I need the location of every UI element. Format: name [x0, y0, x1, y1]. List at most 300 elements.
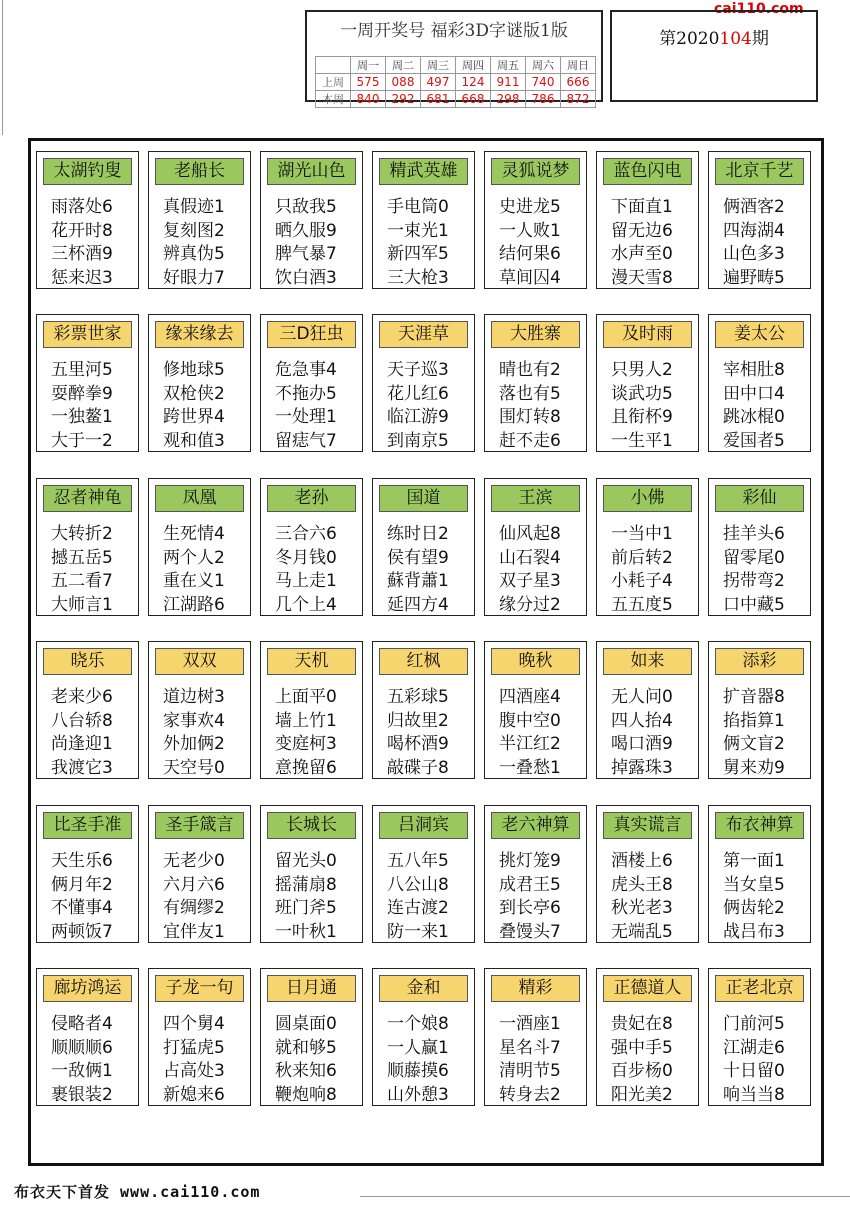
riddle-line: 爱国者5: [723, 430, 785, 451]
card-lines: [275, 686, 337, 780]
riddle-line: 俩月年2: [51, 874, 113, 895]
riddle-line: 留痣气7: [275, 430, 337, 451]
card-title: 灵狐说梦: [491, 158, 580, 185]
riddle-line: 五二看7: [51, 571, 113, 591]
day-header: 周六: [526, 57, 561, 74]
riddle-line: 一生平1: [611, 430, 673, 451]
riddle-line: 秋光老3: [611, 898, 673, 918]
riddle-card: [36, 968, 139, 1106]
riddle-line: 转身去2: [499, 1084, 561, 1105]
riddle-line: 六月六6: [163, 874, 225, 895]
card-lines: [611, 359, 673, 453]
riddle-line: 掉露珠3: [611, 757, 673, 778]
riddle-line: 留无边6: [611, 220, 673, 241]
riddle-line: 阳光美2: [611, 1084, 673, 1105]
riddle-line: 星名斗7: [499, 1037, 561, 1058]
riddle-card: [484, 805, 587, 943]
card-title: 老六神算: [491, 812, 580, 839]
riddle-line: 扩音器8: [723, 687, 785, 707]
riddle-line: 侵略者4: [51, 1014, 113, 1034]
riddle-card: [148, 968, 251, 1106]
card-lines: [163, 196, 225, 290]
card-lines: [163, 1013, 225, 1107]
card-title: 天涯草: [379, 321, 468, 348]
card-title: 长城长: [267, 812, 356, 839]
riddle-line: 留光头0: [275, 851, 337, 871]
riddle-line: 一处理1: [275, 407, 337, 427]
riddle-line: 喝口酒9: [611, 734, 673, 754]
page-title: 一周开奖号 福彩3D字谜版1版: [340, 21, 568, 41]
issue-suffix: 期: [751, 29, 769, 49]
riddle-line: 临江游9: [387, 407, 449, 427]
day-header: 周三: [421, 57, 456, 74]
riddle-card: [708, 968, 811, 1106]
card-title: 圣手箴言: [155, 812, 244, 839]
card-lines: [611, 1013, 673, 1107]
card-title: 天机: [267, 648, 356, 675]
riddle-line: 一当中1: [611, 524, 673, 544]
riddle-line: 俩文盲2: [723, 734, 785, 754]
draw-number: 681: [421, 91, 456, 108]
riddle-card: [596, 641, 699, 779]
riddle-line: 外加俩2: [163, 734, 225, 754]
card-lines: [275, 196, 337, 290]
card-lines: [723, 850, 785, 944]
riddle-line: 四海湖4: [723, 220, 785, 241]
card-title: 金和: [379, 975, 468, 1002]
card-lines: [51, 196, 113, 290]
riddle-line: 宜伴友1: [163, 921, 225, 942]
riddle-card: [596, 805, 699, 943]
riddle-line: 五里河5: [51, 360, 113, 380]
left-border-line: [2, 0, 3, 135]
riddle-line: 叠馒头7: [499, 921, 561, 942]
riddle-line: 双子星3: [499, 571, 561, 591]
riddle-card: [260, 968, 363, 1106]
riddle-line: 一束光1: [387, 220, 449, 241]
riddle-line: 三大枪3: [387, 267, 449, 288]
card-title: 太湖钓叟: [43, 158, 132, 185]
card-lines: [611, 196, 673, 290]
riddle-line: 就和够5: [275, 1037, 337, 1058]
riddle-card: [372, 805, 475, 943]
card-title: 正老北京: [715, 975, 804, 1002]
riddle-line: 不懂事4: [51, 898, 113, 918]
card-title: 布衣神算: [715, 812, 804, 839]
riddle-line: 前后转2: [611, 547, 673, 568]
riddle-line: 挂羊头6: [723, 524, 785, 544]
riddle-card: [372, 314, 475, 452]
riddle-line: 掐指算1: [723, 710, 785, 731]
card-lines: [51, 1013, 113, 1107]
riddle-line: 赶不走6: [499, 430, 561, 451]
riddle-line: 三杯酒9: [51, 244, 113, 264]
riddle-line: 舅来劝9: [723, 757, 785, 778]
riddle-line: 冬月钱0: [275, 547, 337, 568]
riddle-card: [484, 314, 587, 452]
riddle-line: 门前河5: [723, 1014, 785, 1034]
riddle-line: 响当当8: [723, 1084, 785, 1105]
draw-number: 124: [456, 74, 491, 91]
riddle-line: 水声至0: [611, 244, 673, 264]
card-lines: [163, 850, 225, 944]
card-title: 北京千艺: [715, 158, 804, 185]
issue-prefix: 第2020: [659, 29, 720, 49]
riddle-line: 侯有望9: [387, 547, 449, 568]
card-title: 晓乐: [43, 648, 132, 675]
issue-number-highlight: 104: [719, 29, 752, 49]
card-lines: [275, 1013, 337, 1107]
draw-number: 786: [526, 91, 561, 108]
riddle-line: 一叠愁1: [499, 757, 561, 778]
card-lines: [499, 1013, 561, 1107]
row-label: 本周: [316, 91, 351, 108]
riddle-line: 挑灯笼9: [499, 851, 561, 871]
riddle-line: 复刻图2: [163, 220, 225, 241]
riddle-card: [260, 805, 363, 943]
riddle-line: 俩酒客2: [723, 197, 785, 217]
riddle-line: 饮白酒3: [275, 267, 337, 288]
riddle-line: 意挽留6: [275, 757, 337, 778]
riddle-line: 生死情4: [163, 524, 225, 544]
riddle-line: 贵妃在8: [611, 1014, 673, 1034]
riddle-card: [260, 151, 363, 289]
riddle-line: 五彩球5: [387, 687, 449, 707]
riddle-line: 雨落处6: [51, 197, 113, 217]
riddle-line: 撼五岳5: [51, 547, 113, 568]
card-lines: [499, 686, 561, 780]
draw-number: 668: [456, 91, 491, 108]
riddle-line: 只男人2: [611, 360, 673, 380]
riddle-line: 五五度5: [611, 594, 673, 615]
footer-text: 布衣天下首发 www.cai110.com: [14, 1183, 261, 1201]
riddle-line: 八台轿8: [51, 710, 113, 731]
riddle-line: 大师言1: [51, 594, 113, 615]
riddle-line: 四个舅4: [163, 1014, 225, 1034]
riddle-line: 秋来知6: [275, 1061, 337, 1081]
card-title: 子龙一句: [155, 975, 244, 1002]
draw-number: 088: [386, 74, 421, 91]
card-title: 姜太公: [715, 321, 804, 348]
card-lines: [611, 686, 673, 780]
riddle-card: [708, 151, 811, 289]
riddle-line: 花开时8: [51, 220, 113, 241]
card-lines: [611, 850, 673, 944]
row-label: 上周: [316, 74, 351, 91]
riddle-card: [372, 151, 475, 289]
riddle-line: 山色多3: [723, 244, 785, 264]
riddle-line: 四酒座4: [499, 687, 561, 707]
riddle-card: [148, 478, 251, 616]
draw-results-box: [305, 10, 603, 106]
card-title: 精彩: [491, 975, 580, 1002]
card-title: 添彩: [715, 648, 804, 675]
riddle-line: 一人赢1: [387, 1037, 449, 1058]
riddle-line: 清明节5: [499, 1061, 561, 1081]
draw-number: 911: [491, 74, 526, 91]
riddle-line: 结何果6: [499, 244, 561, 264]
riddle-line: 鞭炮响8: [275, 1084, 337, 1105]
riddle-line: 田中口4: [723, 383, 785, 404]
riddle-line: 占高处3: [163, 1061, 225, 1081]
riddle-card: [372, 968, 475, 1106]
riddle-line: 墙上竹1: [275, 710, 337, 731]
footer-line: [360, 1196, 850, 1197]
riddle-line: 喝杯酒9: [387, 734, 449, 754]
card-title: 忍者神龟: [43, 485, 132, 512]
riddle-line: 一酒座1: [499, 1014, 561, 1034]
riddle-card: [708, 478, 811, 616]
riddle-line: 虎头王8: [611, 874, 673, 895]
riddle-line: 百步杨0: [611, 1061, 673, 1081]
card-lines: [387, 850, 449, 944]
card-title: 缘来缘去: [155, 321, 244, 348]
card-title: 王滨: [491, 485, 580, 512]
riddle-line: 只敌我5: [275, 197, 337, 217]
riddle-line: 顺藤摸6: [387, 1061, 449, 1081]
riddle-line: 修地球5: [163, 360, 225, 380]
riddle-line: 十日留0: [723, 1061, 785, 1081]
card-title: 真实谎言: [603, 812, 692, 839]
card-title: 国道: [379, 485, 468, 512]
riddle-line: 落也有5: [499, 383, 561, 404]
riddle-line: 顺顺顺6: [51, 1037, 113, 1058]
riddle-line: 俩齿轮2: [723, 898, 785, 918]
card-lines: [387, 686, 449, 780]
card-lines: [275, 523, 337, 617]
corner-cell: [316, 57, 351, 74]
riddle-card: [148, 314, 251, 452]
riddle-line: 江湖走6: [723, 1037, 785, 1058]
card-title: 三D狂虫: [267, 321, 356, 348]
card-title: 彩票世家: [43, 321, 132, 348]
card-lines: [51, 850, 113, 944]
riddle-line: 防一来1: [387, 921, 449, 942]
card-title: 小佛: [603, 485, 692, 512]
riddle-line: 两个人2: [163, 547, 225, 568]
riddle-line: 观和值3: [163, 430, 225, 451]
card-title: 老孙: [267, 485, 356, 512]
riddle-line: 尚逢迎1: [51, 734, 113, 754]
card-lines: [387, 359, 449, 453]
riddle-card: [36, 478, 139, 616]
draw-number: 740: [526, 74, 561, 91]
riddle-line: 老来少6: [51, 687, 113, 707]
riddle-line: 耍醉拳9: [51, 383, 113, 404]
riddle-line: 无老少0: [163, 851, 225, 871]
riddle-card: [708, 314, 811, 452]
riddle-line: 大于一2: [51, 430, 113, 451]
riddle-line: 蘇背蕭1: [387, 571, 449, 591]
riddle-line: 打猛虎5: [163, 1037, 225, 1058]
card-lines: [275, 850, 337, 944]
issue-number: [612, 24, 816, 49]
riddle-card: [596, 314, 699, 452]
riddle-card: [596, 478, 699, 616]
riddle-card: [260, 478, 363, 616]
riddle-line: 摇蒲扇8: [275, 874, 337, 895]
riddle-line: 三合六6: [275, 524, 337, 544]
riddle-line: 天子巡3: [387, 360, 449, 380]
riddle-line: 练时日2: [387, 524, 449, 544]
riddle-line: 当女皇5: [723, 874, 785, 895]
draw-number: 840: [351, 91, 386, 108]
riddle-line: 大转折2: [51, 524, 113, 544]
riddle-line: 重在义1: [163, 571, 225, 591]
riddle-card: [372, 478, 475, 616]
card-title: 廊坊鸿运: [43, 975, 132, 1002]
riddle-line: 谈武功5: [611, 383, 673, 404]
riddle-line: 拐带弯2: [723, 571, 785, 591]
card-lines: [499, 850, 561, 944]
card-lines: [163, 686, 225, 780]
riddle-card: [260, 314, 363, 452]
riddle-line: 天生乐6: [51, 851, 113, 871]
card-title: 吕洞宾: [379, 812, 468, 839]
draw-number: 497: [421, 74, 456, 91]
card-title: 凤凰: [155, 485, 244, 512]
riddle-card: [596, 151, 699, 289]
riddle-line: 史进龙5: [499, 197, 561, 217]
card-title: 及时雨: [603, 321, 692, 348]
riddle-line: 天空号0: [163, 757, 225, 778]
card-lines: [163, 359, 225, 453]
riddle-line: 草间囚4: [499, 267, 561, 288]
riddle-line: 手电筒0: [387, 197, 449, 217]
day-header: 周四: [456, 57, 491, 74]
riddle-line: 不拖办5: [275, 383, 337, 404]
riddle-card: [36, 314, 139, 452]
card-title: 老船长: [155, 158, 244, 185]
riddle-line: 惩来迟3: [51, 267, 113, 288]
riddle-line: 道边树3: [163, 687, 225, 707]
riddle-line: 几个上4: [275, 594, 337, 615]
riddle-card: [484, 151, 587, 289]
card-lines: [275, 359, 337, 453]
riddle-line: 成君王5: [499, 874, 561, 895]
riddle-line: 到长亭6: [499, 898, 561, 918]
riddle-line: 连古渡2: [387, 898, 449, 918]
card-title: 正德道人: [603, 975, 692, 1002]
site-logo-text: cai110.com: [714, 1, 804, 17]
draw-number: 298: [491, 91, 526, 108]
riddle-card: [596, 968, 699, 1106]
card-lines: [387, 196, 449, 290]
riddle-line: 强中手5: [611, 1037, 673, 1058]
card-lines: [723, 196, 785, 290]
riddle-card: [148, 805, 251, 943]
riddle-line: 一人败1: [499, 220, 561, 241]
card-lines: [499, 523, 561, 617]
draw-number: 575: [351, 74, 386, 91]
card-lines: [723, 686, 785, 780]
riddle-line: 晴也有2: [499, 360, 561, 380]
riddle-line: 花儿红6: [387, 383, 449, 404]
riddle-card: [372, 641, 475, 779]
riddle-line: 脾气暴7: [275, 244, 337, 264]
riddle-line: 一个娘8: [387, 1014, 449, 1034]
card-title: 湖光山色: [267, 158, 356, 185]
riddle-line: 第一面1: [723, 851, 785, 871]
riddle-card: [148, 151, 251, 289]
card-lines: [387, 1013, 449, 1107]
riddle-line: 留零尾0: [723, 547, 785, 568]
riddle-line: 好眼力7: [163, 267, 225, 288]
riddle-line: 口中藏5: [723, 594, 785, 615]
riddle-line: 战吕布3: [723, 921, 785, 942]
riddle-line: 我渡它3: [51, 757, 113, 778]
card-lines: [51, 359, 113, 453]
riddle-card: [708, 805, 811, 943]
riddle-line: 晒久服9: [275, 220, 337, 241]
riddle-line: 延四方4: [387, 594, 449, 615]
card-title: 蓝色闪电: [603, 158, 692, 185]
issue-box: [610, 10, 818, 102]
riddle-line: 酒楼上6: [611, 851, 673, 871]
riddle-line: 新媳来6: [163, 1084, 225, 1105]
riddle-line: 无端乱5: [611, 921, 673, 942]
riddle-line: 宰相肚8: [723, 360, 785, 380]
day-header: 周五: [491, 57, 526, 74]
card-title: 晚秋: [491, 648, 580, 675]
card-title: 彩仙: [715, 485, 804, 512]
riddle-line: 马上走1: [275, 571, 337, 591]
riddle-card: [484, 478, 587, 616]
card-title: 精武英雄: [379, 158, 468, 185]
riddle-line: 辨真伪5: [163, 244, 225, 264]
riddle-line: 一敌俩1: [51, 1061, 113, 1081]
riddle-line: 家事欢4: [163, 710, 225, 731]
card-lines: [499, 359, 561, 453]
riddle-line: 有绸缪2: [163, 898, 225, 918]
riddle-card: [708, 641, 811, 779]
riddle-line: 变庭柯3: [275, 734, 337, 754]
riddle-card: [36, 641, 139, 779]
riddle-line: 江湖路6: [163, 594, 225, 615]
riddle-line: 小耗子4: [611, 571, 673, 591]
riddle-card: [36, 151, 139, 289]
riddle-line: 五八年5: [387, 851, 449, 871]
card-lines: [611, 523, 673, 617]
riddle-line: 山外憩3: [387, 1084, 449, 1105]
riddle-card: [260, 641, 363, 779]
card-lines: [51, 686, 113, 780]
card-title: 比圣手准: [43, 812, 132, 839]
riddle-card: [148, 641, 251, 779]
riddle-line: 上面平0: [275, 687, 337, 707]
riddle-line: 圆桌面0: [275, 1014, 337, 1034]
card-lines: [387, 523, 449, 617]
day-header: 周一: [351, 57, 386, 74]
riddle-line: 归故里2: [387, 710, 449, 731]
card-title: 红枫: [379, 648, 468, 675]
card-lines: [723, 523, 785, 617]
riddle-line: 围灯转8: [499, 407, 561, 427]
riddle-line: 跳冰棍0: [723, 407, 785, 427]
riddle-line: 班门斧5: [275, 898, 337, 918]
riddle-line: 一独鳌1: [51, 407, 113, 427]
last-week-row: [316, 74, 596, 91]
riddle-line: 山石裂4: [499, 547, 561, 568]
riddle-card: [484, 968, 587, 1106]
this-week-row: [316, 91, 596, 108]
card-title: 日月通: [267, 975, 356, 1002]
riddle-line: 腹中空0: [499, 710, 561, 731]
draw-number: 292: [386, 91, 421, 108]
card-lines: [499, 196, 561, 290]
riddle-line: 到南京5: [387, 430, 449, 451]
card-title: 双双: [155, 648, 244, 675]
